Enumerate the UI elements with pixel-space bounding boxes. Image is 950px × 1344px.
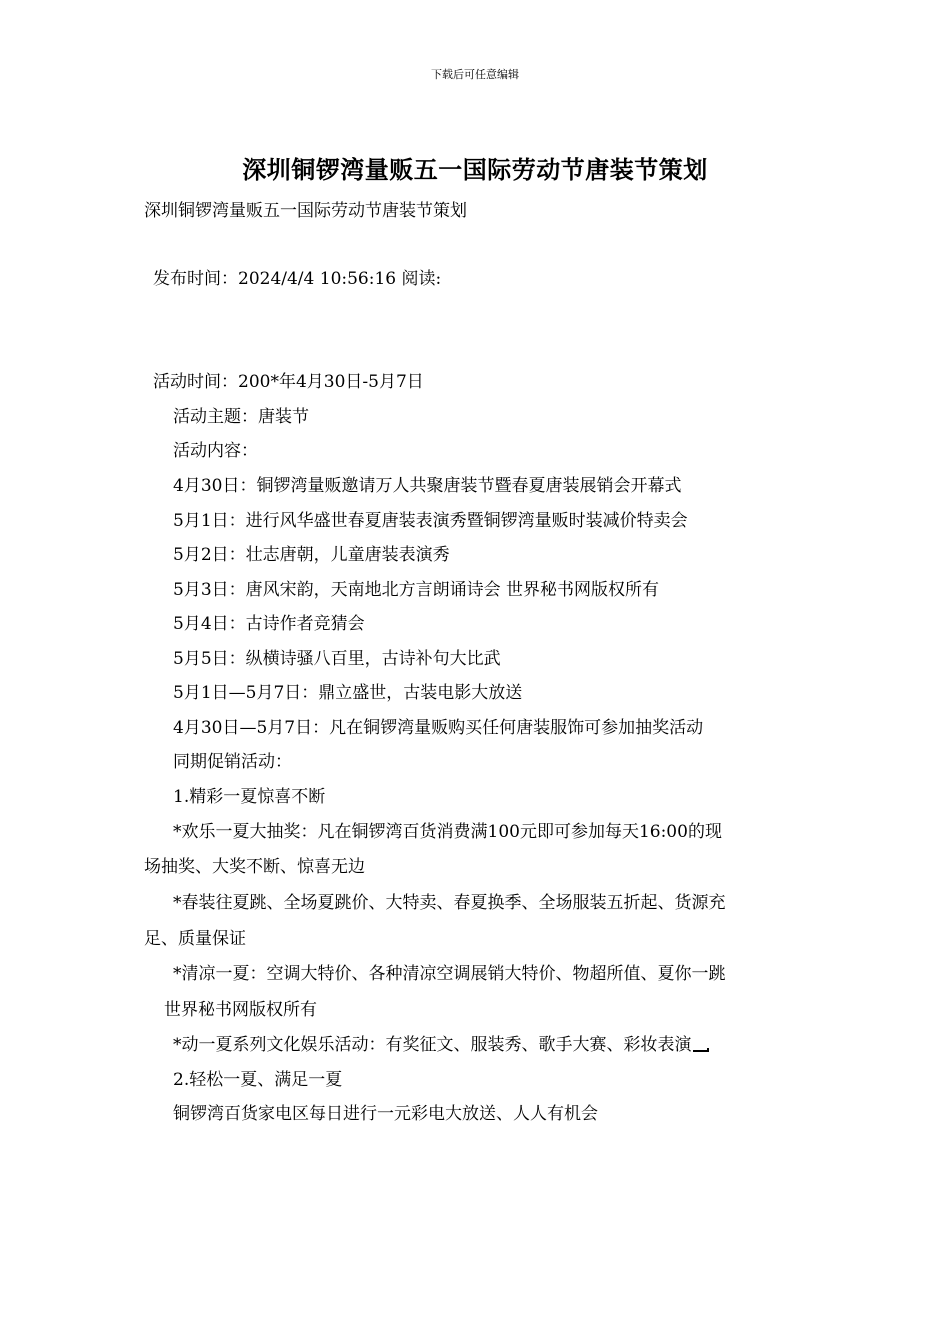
schedule-item: 5月3日：唐风宋韵，天南地北方言朗诵诗会 世界秘书网版权所有 [173,580,660,600]
promotion-item: *春装往夏跳、全场夏跳价、大特卖、春夏换季、全场服装五折起、货源充 [173,893,726,913]
schedule-item: 4月30日：铜锣湾量贩邀请万人共聚唐装节暨春夏唐装展销会开幕式 [173,476,682,496]
paragraph-mark [693,1048,709,1052]
publish-info: 发布时间：2024/4/4 10:56:16 阅读: [153,269,442,289]
promotion-section-title: 2.轻松一夏、满足一夏 [173,1070,343,1090]
promotion-item: 铜锣湾百货家电区每日进行一元彩电大放送、人人有机会 [173,1104,598,1124]
promotion-heading: 同期促销活动： [173,752,292,772]
promotion-item-continued: 足、质量保证 [144,929,246,949]
activity-content-heading: 活动内容： [173,441,258,461]
promotion-section-title: 1.精彩一夏惊喜不断 [173,787,326,807]
promotion-item: *欢乐一夏大抽奖：凡在铜锣湾百货消费满100元即可参加每天16:00的现 [173,822,722,842]
activity-time: 活动时间：200*年4月30日-5月7日 [153,372,424,392]
promotion-item-text: *动一夏系列文化娱乐活动：有奖征文、服装秀、歌手大赛、彩妆表演 [173,1035,692,1055]
schedule-item: 5月5日：纵横诗骚八百里，古诗补句大比武 [173,649,501,669]
schedule-item: 4月30日—5月7日：凡在铜锣湾量贩购买任何唐装服饰可参加抽奖活动 [173,718,704,738]
activity-theme: 活动主题：唐装节 [173,407,309,427]
promotion-item-continued: 世界秘书网版权所有 [164,1000,317,1020]
document-title: 深圳铜锣湾量贩五一国际劳动节唐装节策划 [242,155,708,184]
schedule-item: 5月1日—5月7日：鼎立盛世，古装电影大放送 [173,683,523,703]
promotion-item: *清凉一夏：空调大特价、各种清凉空调展销大特价、物超所值、夏你一跳 [173,964,726,984]
schedule-item: 5月2日：壮志唐朝，儿童唐装表演秀 [173,545,450,565]
document-subtitle: 深圳铜锣湾量贩五一国际劳动节唐装节策划 [144,201,467,221]
schedule-item: 5月4日：古诗作者竞猜会 [173,614,365,634]
promotion-item [173,1034,709,1056]
header-note: 下载后可任意编辑 [431,68,519,81]
schedule-item: 5月1日：进行风华盛世春夏唐装表演秀暨铜锣湾量贩时装减价特卖会 [173,511,688,531]
promotion-item-continued: 场抽奖、大奖不断、惊喜无边 [144,857,365,877]
